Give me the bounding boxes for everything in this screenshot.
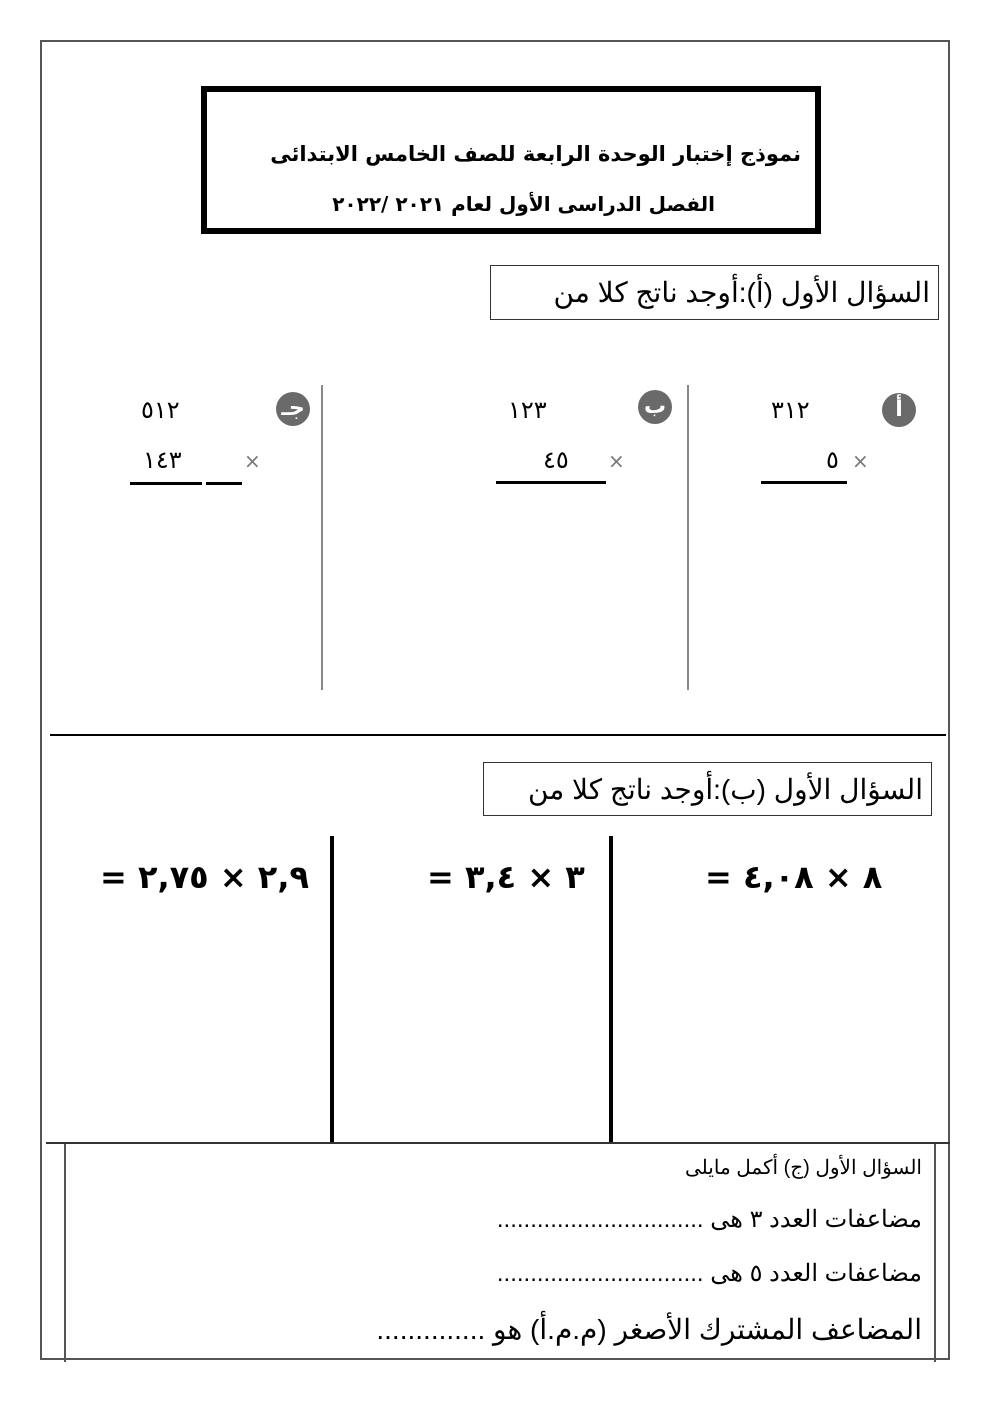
expression-2: = ٣ × ٣,٤: [427, 858, 585, 896]
expression-3: = ٢,٩ × ٢,٧٥: [100, 858, 310, 896]
fill-in-line-3: المضاعف المشترك الأصغر (م.م.أ) هو ..............: [376, 1314, 922, 1345]
fill-in-line-2: مضاعفات العدد ٥ هى ...............................: [496, 1260, 922, 1287]
problem-a-multiplicand: ٣١٢: [771, 396, 810, 424]
answer-line: [206, 482, 242, 485]
problem-c-multiplicand: ٥١٢: [141, 396, 180, 424]
exam-title: نموذج إختبار الوحدة الرابعة للصف الخامس الابتدائى: [270, 142, 801, 166]
answer-line: [496, 481, 606, 484]
column-divider: [330, 836, 334, 1142]
expression-1: = ٨ × ٤,٠٨: [705, 858, 883, 896]
answer-line: [761, 481, 847, 484]
section-divider: [50, 734, 946, 736]
problem-b-multiplier: ٤٥: [543, 446, 569, 474]
question-1c-heading: السؤال الأول (ج) أكمل مايلى: [685, 1157, 922, 1179]
multiply-sign: ×: [852, 449, 869, 473]
column-divider: [321, 385, 323, 690]
problem-b-badge: ب: [638, 390, 672, 424]
problem-a-badge: أ: [882, 393, 916, 427]
problem-c-multiplier: ١٤٣: [143, 446, 182, 474]
multiply-sign: ×: [244, 449, 261, 473]
question-1a-heading: السؤال الأول (أ):أوجد ناتج كلا من: [490, 265, 939, 320]
multiply-sign: ×: [608, 449, 625, 473]
title-box: [201, 86, 821, 234]
question-1b-heading: السؤال الأول (ب):أوجد ناتج كلا من: [483, 762, 932, 816]
exam-term: الفصل الدراسى الأول لعام ٢٠٢١ /٢٠٢٢: [332, 192, 715, 216]
column-divider: [687, 385, 689, 690]
problem-a-multiplier: ٥: [826, 446, 839, 474]
column-divider: [609, 836, 613, 1142]
problem-b-multiplicand: ١٢٣: [508, 396, 547, 424]
fill-in-line-1: مضاعفات العدد ٣ هى ...............................: [496, 1206, 922, 1233]
problem-c-badge: جـ: [276, 392, 310, 426]
answer-line: [130, 482, 202, 485]
